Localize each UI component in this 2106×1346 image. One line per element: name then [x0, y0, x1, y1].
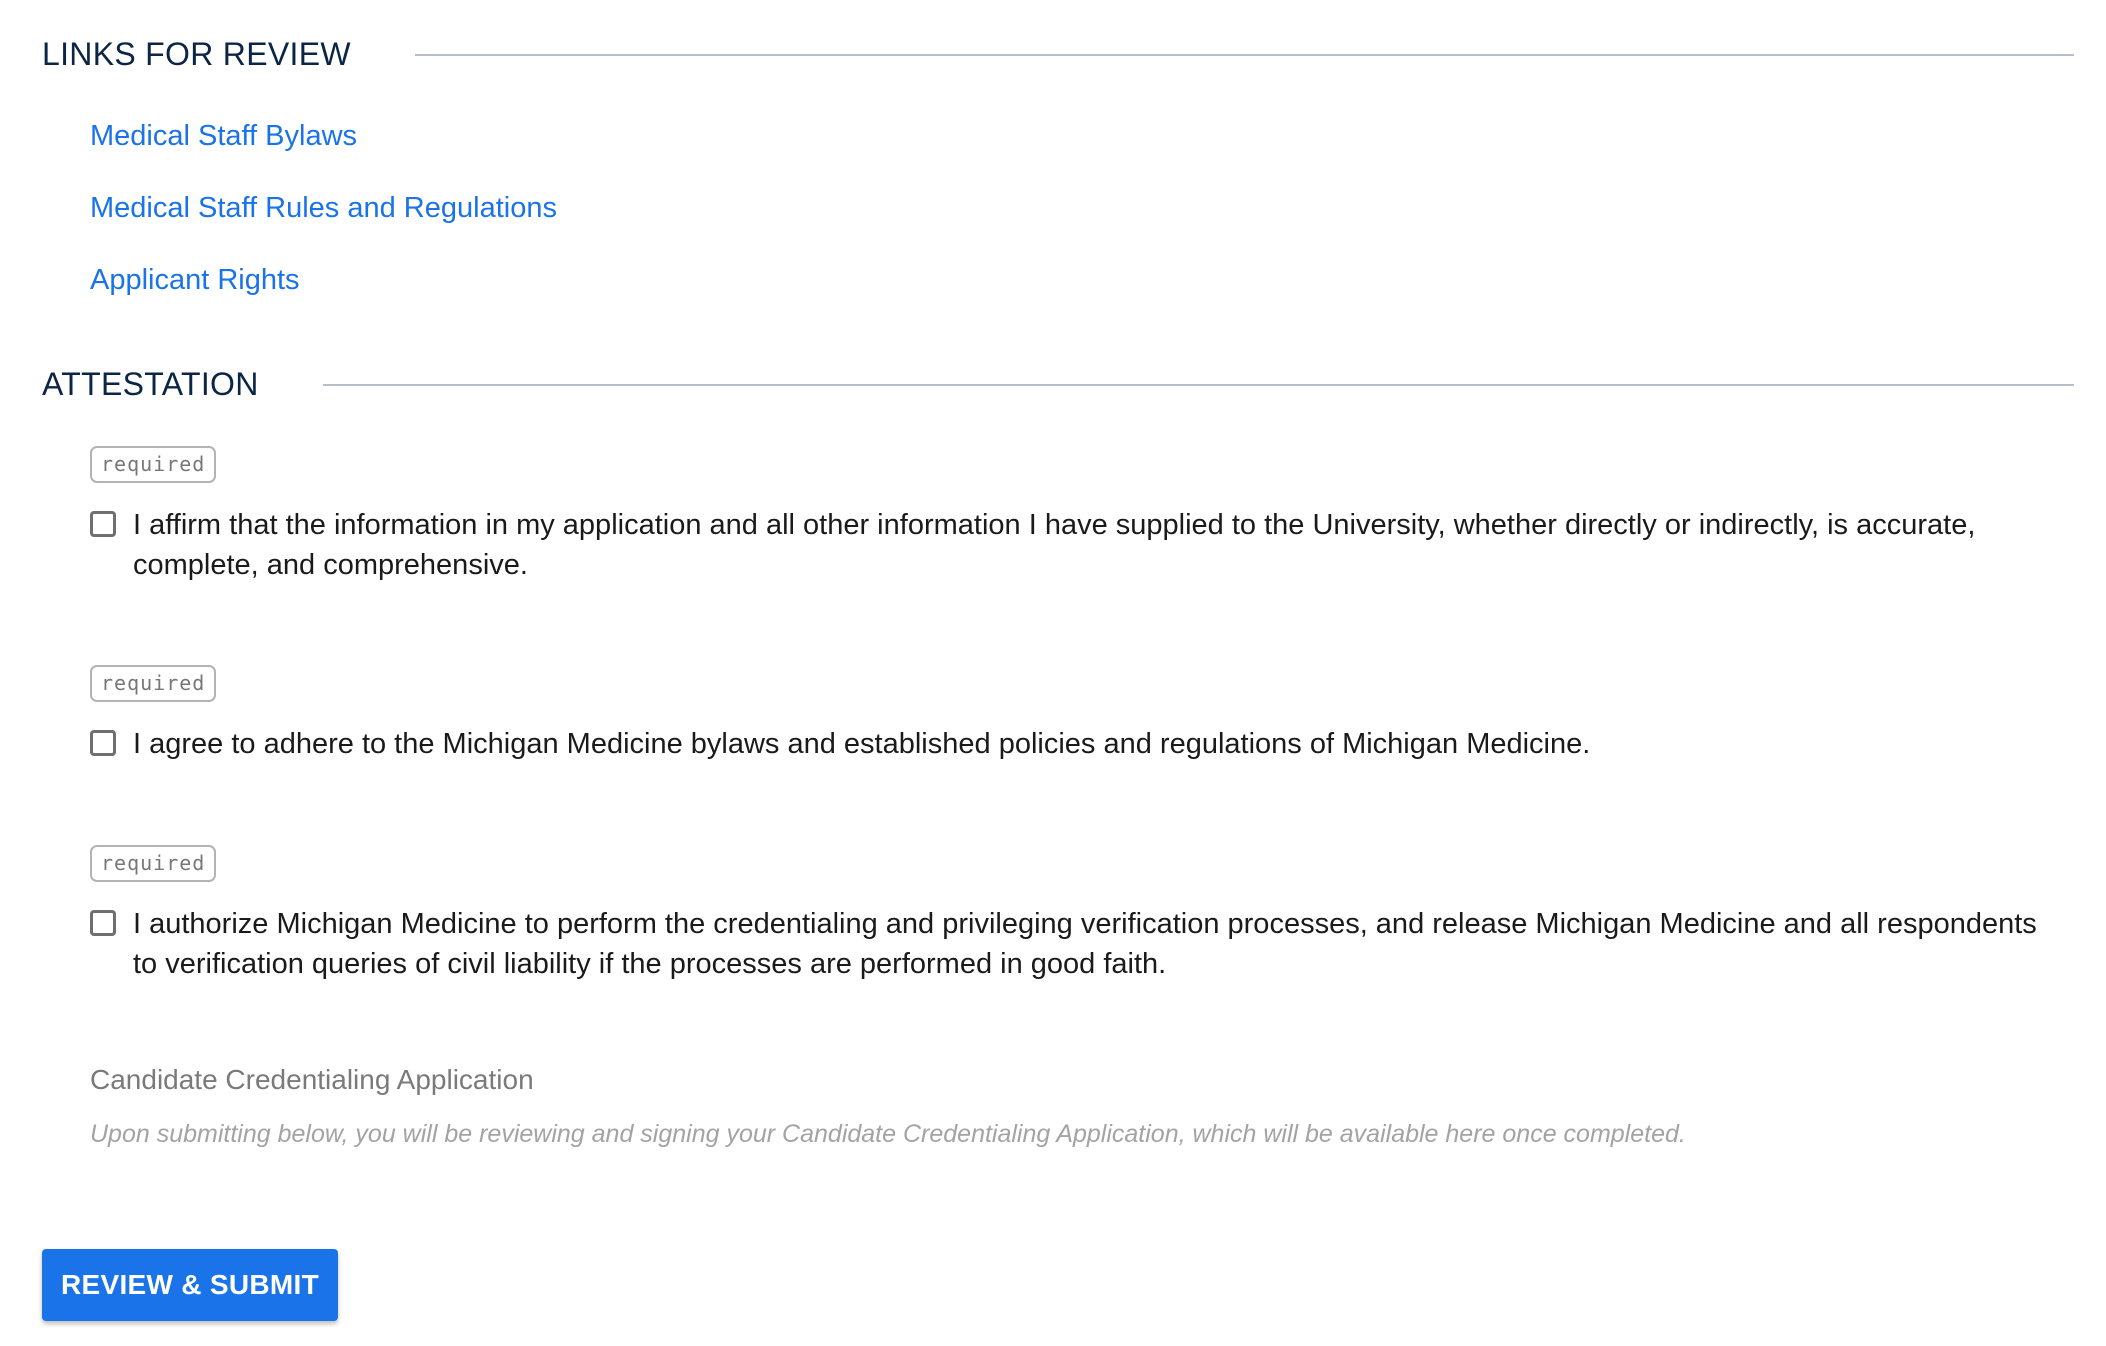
attestation-text-accuracy[interactable]: I affirm that the information in my application and all other information I have supplied to the University, whether directly or indirectly, is accurate, complete, and comprehensive. — [133, 509, 1976, 581]
links-section-title: LINKS FOR REVIEW — [42, 36, 351, 72]
attestation-section-title: ATTESTATION — [42, 366, 259, 402]
attestation-section-header — [42, 366, 2074, 403]
link-applicant-rights[interactable]: Applicant Rights — [90, 264, 300, 296]
links-section-header — [42, 36, 2074, 73]
attestation-item-accuracy — [90, 446, 2066, 585]
candidate-application-title: Candidate Credentialing Application — [90, 1064, 534, 1095]
attestation-item-authorization — [90, 845, 2066, 984]
attestation-check-row — [90, 505, 2066, 585]
link-medical-staff-rules-regulations[interactable]: Medical Staff Rules and Regulations — [90, 192, 557, 224]
link-medical-staff-bylaws[interactable]: Medical Staff Bylaws — [90, 120, 358, 152]
candidate-application-section — [90, 1062, 2066, 1150]
attestation-section-divider — [323, 384, 2074, 386]
candidate-application-note: Upon submitting below, you will be reviewing and signing your Candidate Credentialing Application, which will be available here once completed. — [90, 1120, 1686, 1148]
attestation-checkbox-accuracy[interactable] — [90, 511, 116, 537]
required-badge: required — [90, 845, 216, 882]
attestation-check-row — [90, 904, 2066, 984]
required-badge: required — [90, 446, 216, 483]
links-section-divider — [415, 54, 2074, 56]
attestation-text-bylaws[interactable]: I agree to adhere to the Michigan Medicine bylaws and established policies and regulations of Michigan Medicine. — [133, 728, 1591, 760]
review-links-list — [90, 118, 557, 334]
required-badge: required — [90, 665, 216, 702]
attestation-text-authorization[interactable]: I authorize Michigan Medicine to perform the credentialing and privileging verification processes, and release Michigan Medicine and all respondents to verification queries of civil liability if the processes are performed in good faith. — [133, 908, 2037, 980]
attestation-item-bylaws — [90, 665, 2066, 764]
attestation-checkbox-authorization[interactable] — [90, 910, 116, 936]
review-submit-button[interactable]: REVIEW & SUBMIT — [42, 1249, 338, 1321]
attestation-check-row — [90, 724, 2066, 764]
attestation-checkbox-bylaws[interactable] — [90, 730, 116, 756]
